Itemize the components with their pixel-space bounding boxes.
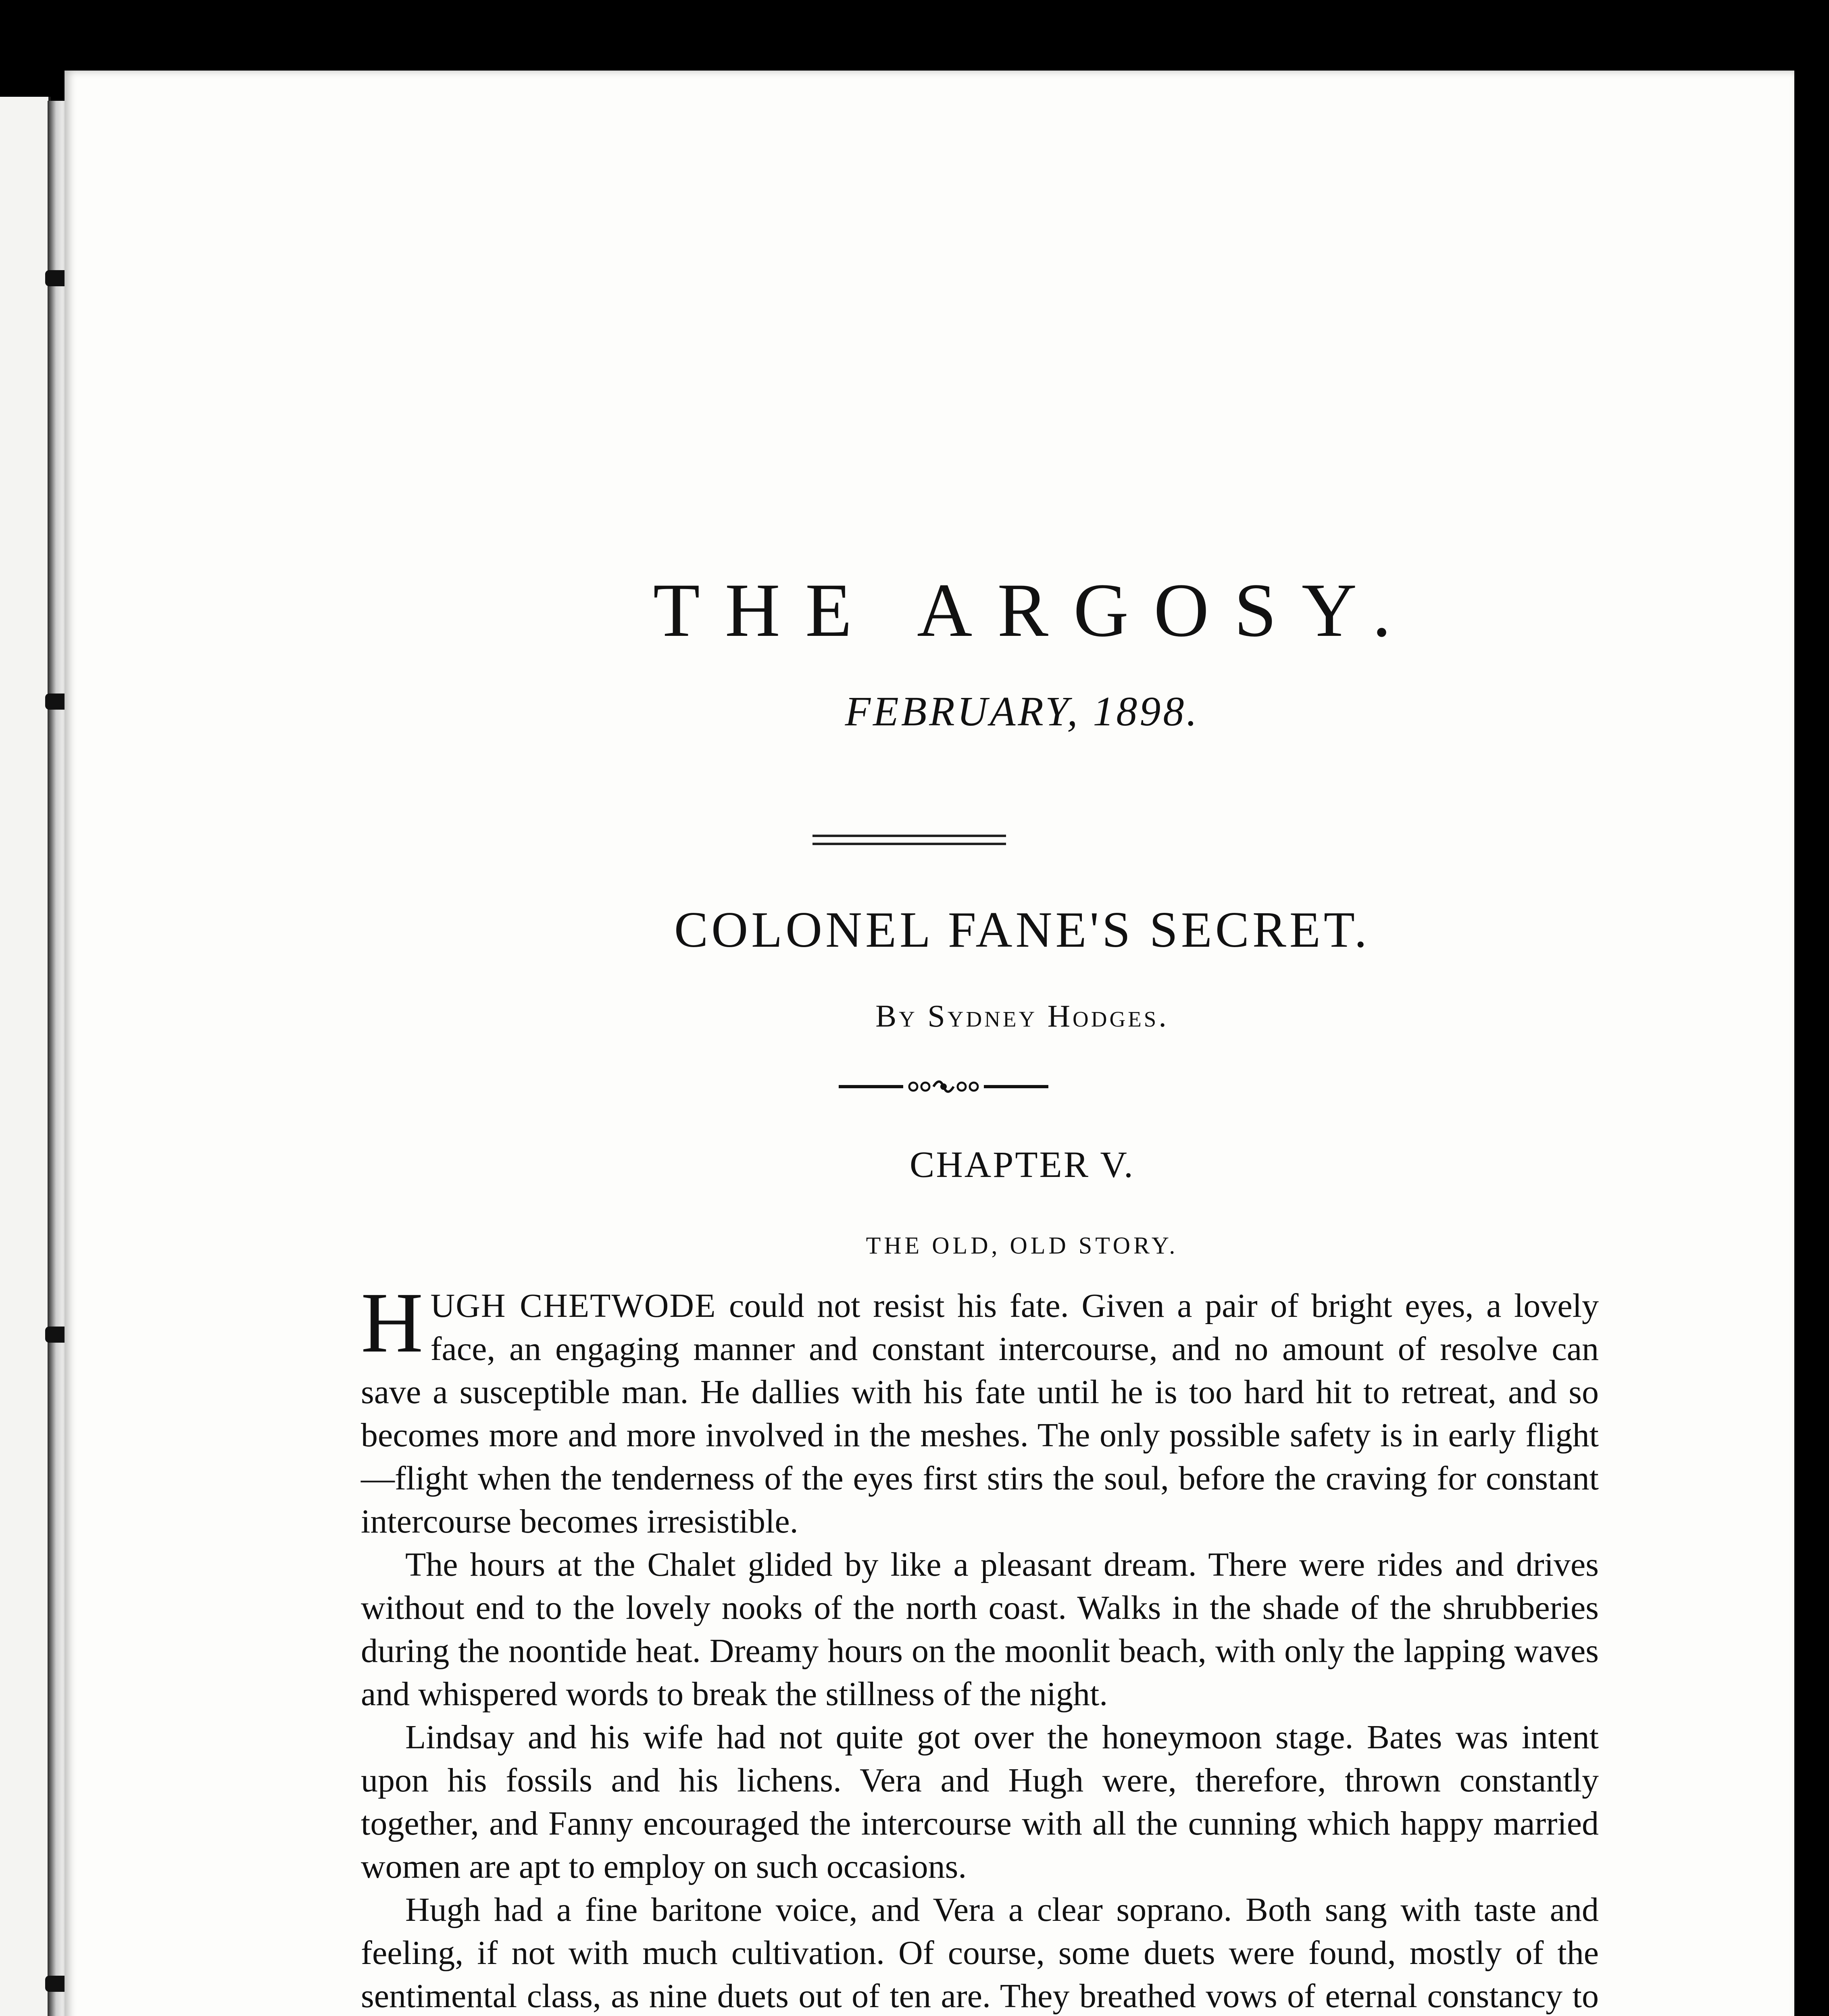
paragraph [361,1275,1599,1543]
book-page [65,71,1794,2016]
paragraph: Lindsay and his wife had not quite got over the honeymoon stage. Bates was intent upon his fossils and his lichens. Vera and Hugh were, therefore, thrown constantly together, and Fanny encouraged the intercourse with all the cunning which happy married women are apt to employ on such occasions. [361,1718,1599,1885]
paragraph: Hugh had a fine baritone voice, and Vera a clear soprano. Both sang with taste and feeling, if not with much cultivation. Of course, some duets were found, mostly of the sentimental class, as nine duets out of ten are. They breathed vows of eternal constancy to [361,1891,1599,2015]
byline: By Sydney Hodges. [875,998,1169,1033]
paragraph: The hours at the Chalet glided by like a pleasant dream. There were rides and drives without end to the lovely nooks of the north coast. Walks in the shade of the shrubberies during the noontide heat. Dreamy hours on the moonlit beach, with only the lapping waves and whispered words to break the stillness of the night. [361,1546,1599,1713]
double-rule-divider [812,835,1006,845]
chapter-title: THE OLD, OLD STORY. [866,1232,1179,1259]
issue-date: FEBRUARY, 1898. [845,688,1200,735]
paragraph-text: could not resist his fate. Given a pair of bright eyes, a lovely face, an engaging manner and constant intercourse, and no amount of resolve can save a susceptible man. He dallies with his fate until he is too hard hit to retreat, and so becomes more and more involved in the meshes. The only possible safety is in early flight—flight when the tenderness of the eyes first stirs the soul, before the craving for constant intercourse becomes irresistible. [361,1287,1599,1540]
chapter-number: CHAPTER V. [909,1144,1135,1185]
story-title: COLONEL FANE'S SECRET. [674,902,1370,958]
ornament-divider-icon [839,1075,1048,1099]
previous-page-edge [0,97,51,2016]
drop-cap: H [361,1275,423,1370]
article-body [361,1275,1599,2016]
lead-in-caps: UGH CHETWODE [430,1287,717,1325]
magazine-title: THE ARGOSY. [653,568,1417,653]
